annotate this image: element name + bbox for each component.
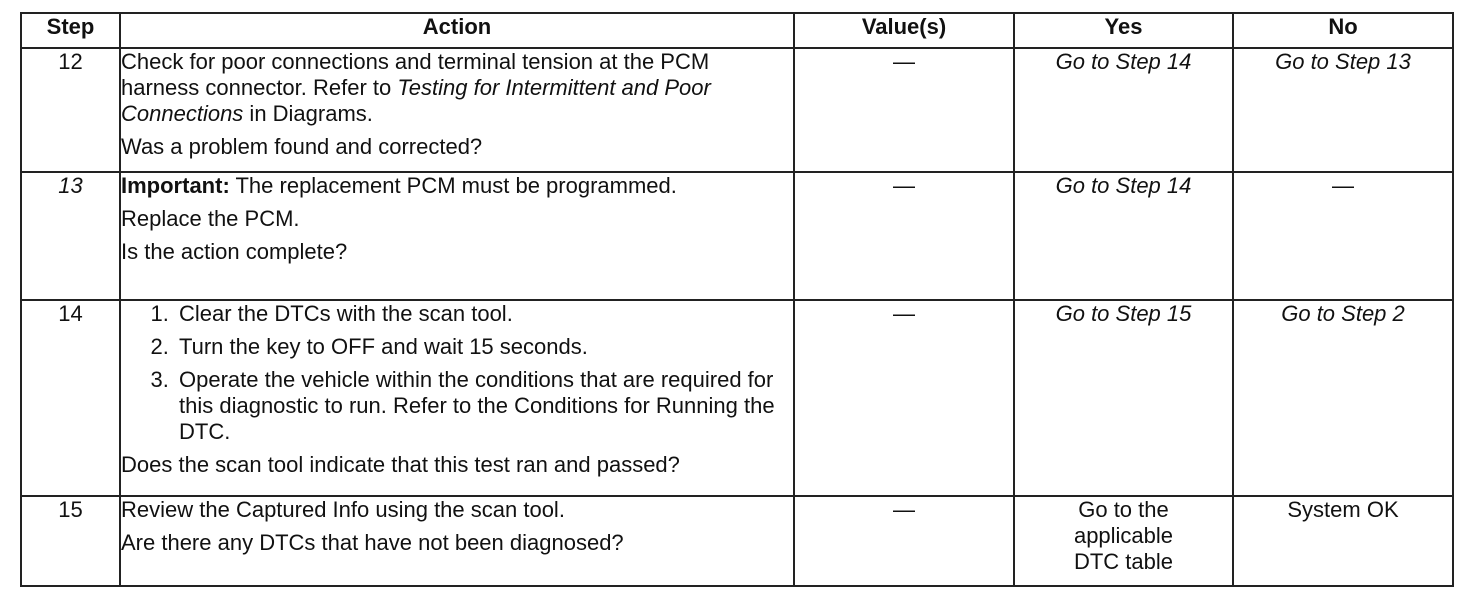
yes-result: Go to Step 14 bbox=[1014, 48, 1233, 172]
value-cell: — bbox=[794, 48, 1014, 172]
list-item: 3. Operate the vehicle within the conditions that are required for this diagnostic to run. Refer to the Conditions for Running the DTC. bbox=[175, 367, 793, 445]
header-no: No bbox=[1233, 13, 1453, 48]
table-row bbox=[21, 496, 1453, 586]
no-result: Go to Step 13 bbox=[1233, 48, 1453, 172]
table-row bbox=[21, 300, 1453, 496]
action-text-part: in Diagrams. bbox=[243, 101, 373, 126]
header-row bbox=[21, 13, 1453, 48]
important-label: Important: bbox=[121, 173, 230, 198]
action-question: Is the action complete? bbox=[121, 239, 348, 264]
action-cell bbox=[120, 496, 794, 586]
reference-title: Testing for Intermittent and Poor Connections bbox=[121, 75, 711, 126]
yes-result: Go to Step 14 bbox=[1014, 172, 1233, 300]
table-row bbox=[21, 172, 1453, 300]
header-yes: Yes bbox=[1014, 13, 1233, 48]
action-cell bbox=[120, 172, 794, 300]
action-question: Are there any DTCs that have not been diagnosed? bbox=[121, 530, 624, 555]
step-number: 13 bbox=[21, 172, 120, 300]
action-cell bbox=[120, 48, 794, 172]
important-note bbox=[121, 173, 793, 199]
action-cell bbox=[120, 300, 794, 496]
step-number: 15 bbox=[21, 496, 120, 586]
header-values: Value(s) bbox=[794, 13, 1014, 48]
header-step: Step bbox=[21, 13, 120, 48]
action-question: Was a problem found and corrected? bbox=[121, 134, 483, 159]
yes-result: Go to Step 15 bbox=[1014, 300, 1233, 496]
step-number: 12 bbox=[21, 48, 120, 172]
yes-result-text: Go to the applicable DTC table bbox=[1073, 497, 1174, 574]
step-number: 14 bbox=[21, 300, 120, 496]
value-cell: — bbox=[794, 172, 1014, 300]
action-text-part: Check for poor connections and terminal tension at the PCM harness connector. Refer to bbox=[121, 49, 710, 100]
important-text: The replacement PCM must be programmed. bbox=[229, 173, 677, 198]
no-result: Go to Step 2 bbox=[1233, 300, 1453, 496]
action-question: Does the scan tool indicate that this test ran and passed? bbox=[121, 452, 680, 477]
table-row bbox=[21, 48, 1453, 172]
action-text bbox=[121, 49, 793, 127]
action-text: Review the Captured Info using the scan tool. bbox=[121, 497, 565, 522]
header-action: Action bbox=[120, 13, 794, 48]
list-item: 2. Turn the key to OFF and wait 15 seconds. bbox=[175, 334, 793, 360]
value-cell: — bbox=[794, 300, 1014, 496]
no-result: — bbox=[1233, 172, 1453, 300]
value-cell: — bbox=[794, 496, 1014, 586]
action-text: Replace the PCM. bbox=[121, 206, 300, 231]
diagnostic-table bbox=[20, 12, 1454, 587]
list-item: 1. Clear the DTCs with the scan tool. bbox=[175, 301, 793, 327]
no-result: System OK bbox=[1233, 496, 1453, 586]
action-list bbox=[121, 301, 793, 445]
yes-result bbox=[1014, 496, 1233, 586]
